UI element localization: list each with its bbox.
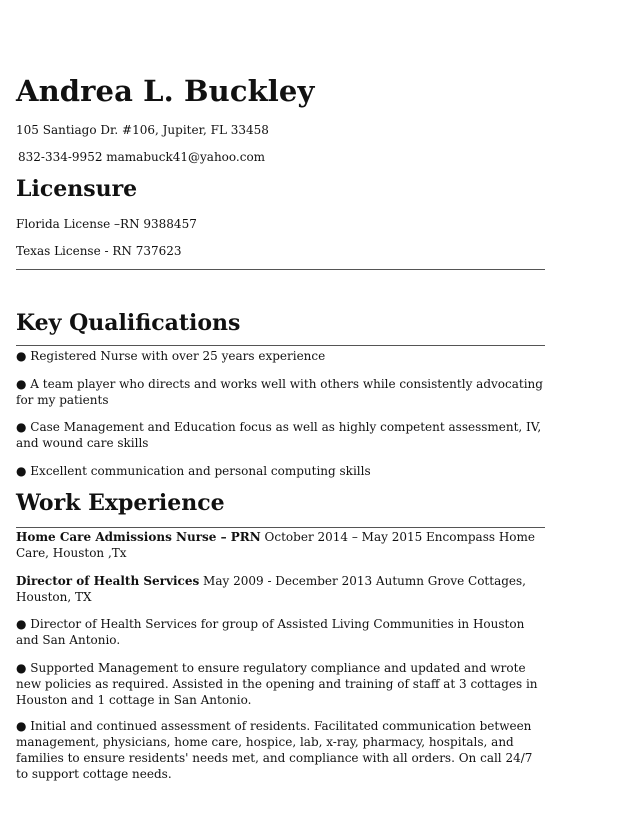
- section-divider: [16, 527, 545, 528]
- qualification-item: ● Case Management and Education focus as well as highly competent assessment, IV, and wound care skills: [16, 420, 542, 450]
- candidate-name: Andrea L. Buckley: [16, 74, 315, 108]
- qualification-item: ● A team player who directs and works well with others while consistently advocating for my patients: [16, 377, 543, 407]
- licensure-heading: Licensure: [16, 176, 138, 202]
- license-item-florida: Florida License –RN 9388457: [16, 217, 197, 231]
- qualification-item: ● Registered Nurse with over 25 years experience: [16, 349, 326, 363]
- job-details: May 2009 - December 2013 Autumn Grove Cottages, Houston, TX: [16, 574, 526, 604]
- contact-line: 832-334-9952 mamabuck41@yahoo.com: [18, 150, 266, 164]
- job-title: Home Care Admissions Nurse – PRN: [16, 530, 261, 544]
- qualification-item: ● Excellent communication and personal computing skills: [16, 464, 371, 478]
- job-entry-director: [16, 573, 544, 605]
- experience-bullet: ● Supported Management to ensure regulatory compliance and updated and wrote new policies as required. Assisted in the opening and training of staff at 3 cottages in Houston and 1 cottage in San Antonio.: [16, 661, 538, 707]
- experience-bullet: ● Director of Health Services for group of Assisted Living Communities in Houston and San Antonio.: [16, 617, 525, 647]
- license-item-texas: Texas License - RN 737623: [16, 244, 182, 258]
- qualifications-heading: Key Qualifications: [16, 310, 241, 336]
- address-line: 105 Santiago Dr. #106, Jupiter, FL 33458: [16, 123, 269, 137]
- section-divider: [16, 269, 545, 270]
- experience-bullet: ● Initial and continued assessment of residents. Facilitated communication between management, physicians, home care, hospice, lab, x-ray, pharmacy, hospitals, and families to ensure residents' needs met, and compliance with all orders. On call 24/7 to support cottage needs.: [16, 719, 533, 781]
- job-details: October 2014 – May 2015 Encompass Home Care, Houston ,Tx: [16, 530, 535, 560]
- section-divider: [16, 345, 545, 346]
- experience-heading: Work Experience: [16, 490, 225, 516]
- job-title: Director of Health Services: [16, 574, 200, 588]
- job-entry-home-care: [16, 529, 544, 561]
